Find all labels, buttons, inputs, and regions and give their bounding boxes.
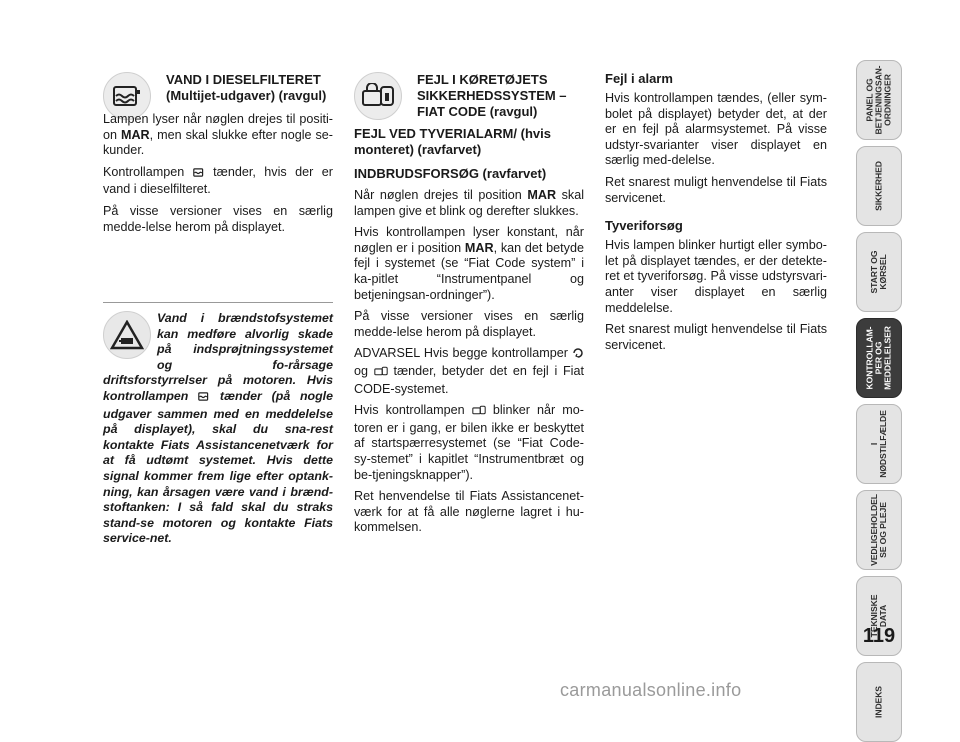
water-in-fuel-filter-icon [193,167,205,183]
water-filter-p2: Kontrollampen tænder, hvis der er vand i dieselfilteret. [103,164,333,197]
fiat-code-title: FEJL I KØRETØJETS SIKKERHEDSSYSTEM – FIAT CODE (ravgul) [417,72,567,119]
fiat-code-lock-icon [374,365,388,382]
water-warning-text: Vand i brændstofsystemet kan medføre alvorlig skade på indsprøjtningssystemet og fo-rårsage driftsforstyrrelser på motoren. Hvis kontrollampen tænder (på nogle udgaver sammen med en meddelelse på displayet), skal du sna-rest kontakte Fiats Assistancenetværk for at få udtømt systemet. Hvis dette signal kommer frem lige efter optank-ning, kan årsagen være vand i brænd-stoftanken: I så fald skal du straks stand-se motoren og kontakte Fiats service-net. [103,311,333,546]
page-number: 119 [862,625,896,647]
alarm-fault-heading: FEJL VED TYVERIALARM/ (hvis monteret) (ravfarvet) [354,126,551,157]
theft-attempt-subheading: Tyveriforsøg [605,218,683,234]
chapter-tab-label: PANEL OG BETJENINGSAN- ORDNINGER [864,65,893,135]
alarm-fault-subheading: Fejl i alarm [605,71,673,86]
fiat-code-p4: ADVARSEL Hvis begge kontrollamper og tænder, betyder det en fejl i Fiat CODE-systemet. [354,346,584,396]
column-water-filter [103,0,333,241]
chapter-tab-4[interactable] [856,318,902,398]
alarm-p1: Hvis kontrollampen tændes, (eller sym-bolet på displayet) betyder det, at der er en fejl på alarmsystemet. På visse udstyr-svarianter viser displayet en særlig med-delelse. [605,91,827,168]
chapter-tab-label: TEKNISKE DATA [869,594,888,638]
fiat-code-p6: Ret henvendelse til Fiats Assistancenet-værk for at få alle nøglerne lagret i hu-kommelsen. [354,489,584,535]
water-filter-title: VAND I DIESELFILTERET (Multijet-udgaver) (ravgul) [166,72,327,103]
chapter-tab-3[interactable] [856,232,902,312]
chapter-tab-label: SIKKERHED [873,161,884,211]
chapter-tab-6[interactable] [856,490,902,570]
injection-system-icon [572,347,584,364]
warning-rule-top [103,302,333,303]
chapter-tab-label: VEDLIGEHOLDEL SE OG PLEJE [869,494,888,566]
chapter-tab-5[interactable] [856,404,902,484]
alarm-p4: Ret snarest muligt henvendelse til Fiats servicenet. [605,322,827,352]
water-warning-box [103,311,333,547]
water-filter-p3: På visse versioner vises en særlig medde-lelse herom på displayet. [103,203,333,234]
warning-triangle-icon [103,311,151,359]
column-alarm [605,0,827,359]
alarm-p2: Ret snarest muligt henvendelse til Fiats servicenet. [605,174,827,205]
chapter-tab-label: KONTROLLAM- PER OG MEDDELELSER [864,326,893,390]
intrusion-heading: INDBRUDSFORSØG (ravfarvet) [354,166,547,181]
alarm-p3: Hvis lampen blinker hurtigt eller symbo-let på displayet tændes, er der detekte-ret et tyveriforsøg. På visse udstyrsvari-anter viser displayet en særlig meddelelse. [605,238,827,315]
fiat-code-p3: På visse versioner vises en særlig medde-lelse herom på displayet. [354,309,584,339]
water-filter-p1: Lampen lyser når nøglen drejes til positi-on MAR, men skal slukke efter nogle se-kunder. [103,112,333,158]
chapter-tab-label: START OG KØRSEL [869,250,888,294]
chapter-tab-1[interactable] [856,60,902,140]
fiat-code-lock-icon [472,404,486,421]
fiat-code-p2: Hvis kontrollampen lyser konstant, når nøglen er i position MAR, kan det betyde fejl i systemet (se “Fiat Code system” i ka-pitlet “Instrumentpanel og betjeningsan-ordninger”). [354,225,584,302]
watermark: carmanualsonline.info [560,680,742,700]
water-in-fuel-filter-icon [198,391,210,407]
chapter-tab-label: I NØDSTILFÆLDE [869,410,888,478]
fiat-code-p1: Når nøglen drejes til position MAR skal lampen give et blink og derefter slukkes. [354,188,584,218]
chapter-tab-8[interactable] [856,662,902,742]
chapter-tab-2[interactable] [856,146,902,226]
column-fiat-code [354,0,584,542]
chapter-tab-label: INDEKS [873,686,884,718]
fiat-code-p5: Hvis kontrollampen blinker når mo-toren er i gang, er bilen ikke er beskyttet af startspærresystemet (se “Fiat Code-sy-stemet” i kapitlet “Instrumentbræt og be-tjeningsknapper”). [354,403,584,482]
